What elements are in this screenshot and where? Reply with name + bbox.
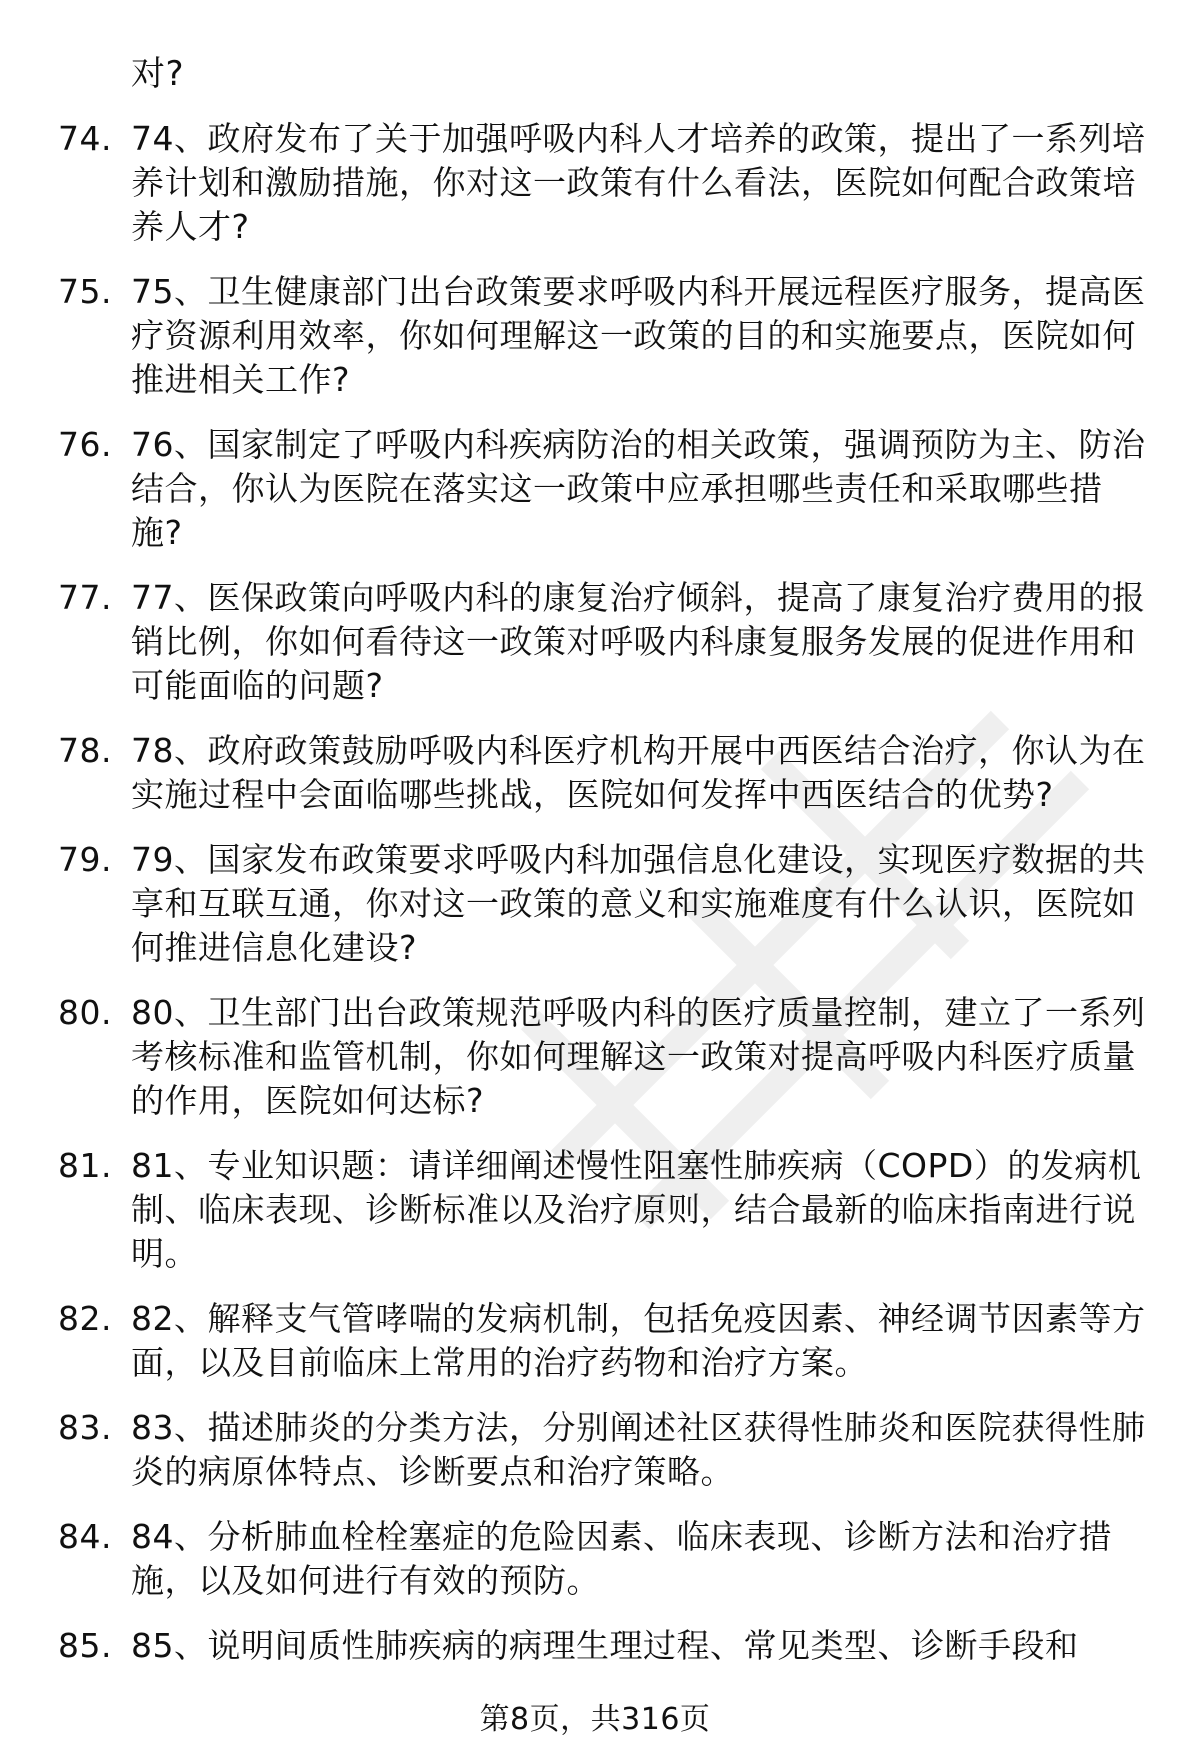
question-text: 83、描述肺炎的分类方法，分别阐述社区获得性肺炎和医院获得性肺炎的病原体特点、诊断要点和治疗策略。 (131, 1408, 1146, 1491)
question-number: 75. (58, 272, 112, 311)
question-item (0, 270, 1190, 402)
question-number: 78. (58, 731, 112, 770)
question-list (0, 117, 1190, 1689)
question-text: 80、卫生部门出台政策规范呼吸内科的医疗质量控制，建立了一系列考核标准和监管机制，你如何理解这一政策对提高呼吸内科医疗质量的作用，医院如何达标? (131, 993, 1146, 1120)
question-text: 76、国家制定了呼吸内科疾病防治的相关政策，强调预防为主、防治结合，你认为医院在落实这一政策中应承担哪些责任和采取哪些措施? (131, 425, 1146, 552)
question-number: 80. (58, 993, 112, 1032)
question-text: 75、卫生健康部门出台政策要求呼吸内科开展远程医疗服务，提高医疗资源利用效率，你如何理解这一政策的目的和实施要点，医院如何推进相关工作? (131, 272, 1146, 399)
question-item (0, 117, 1190, 249)
question-item (0, 576, 1190, 708)
question-text: 84、分析肺血栓栓塞症的危险因素、临床表现、诊断方法和治疗措施，以及如何进行有效的预防。 (131, 1517, 1112, 1600)
question-text: 79、国家发布政策要求呼吸内科加强信息化建设，实现医疗数据的共享和互联互通，你对这一政策的意义和实施难度有什么认识，医院如何推进信息化建设? (131, 840, 1146, 967)
continued-text: 对? (131, 54, 185, 94)
question-text: 81、专业知识题：请详细阐述慢性阻塞性肺疾病（COPD）的发病机制、临床表现、诊断标准以及治疗原则，结合最新的临床指南进行说明。 (131, 1146, 1142, 1273)
question-text: 78、政府政策鼓励呼吸内科医疗机构开展中西医结合治疗，你认为在实施过程中会面临哪些挑战，医院如何发挥中西医结合的优势? (131, 731, 1146, 814)
question-number: 85. (58, 1626, 112, 1665)
question-item (0, 1515, 1190, 1603)
question-text: 74、政府发布了关于加强呼吸内科人才培养的政策，提出了一系列培养计划和激励措施，你对这一政策有什么看法，医院如何配合政策培养人才? (131, 119, 1146, 246)
question-item (0, 1406, 1190, 1494)
question-number: 84. (58, 1517, 112, 1556)
question-item (0, 1624, 1190, 1668)
question-item (0, 1144, 1190, 1276)
question-item (0, 838, 1190, 970)
question-number: 76. (58, 425, 112, 464)
question-item (0, 991, 1190, 1123)
question-text: 82、解释支气管哮喘的发病机制，包括免疫因素、神经调节因素等方面，以及目前临床上常用的治疗药物和治疗方案。 (131, 1299, 1146, 1382)
page-footer: 第8页，共316页 (479, 1702, 711, 1737)
question-number: 79. (58, 840, 112, 879)
question-item (0, 1297, 1190, 1385)
question-text: 77、医保政策向呼吸内科的康复治疗倾斜，提高了康复治疗费用的报销比例，你如何看待这一政策对呼吸内科康复服务发展的促进作用和可能面临的问题? (131, 578, 1146, 705)
question-number: 83. (58, 1408, 112, 1447)
question-number: 81. (58, 1146, 112, 1185)
question-item (0, 423, 1190, 555)
question-number: 82. (58, 1299, 112, 1338)
question-item (0, 729, 1190, 817)
question-number: 77. (58, 578, 112, 617)
question-number: 74. (58, 119, 112, 158)
question-text: 85、说明间质性肺疾病的病理生理过程、常见类型、诊断手段和 (131, 1626, 1079, 1665)
